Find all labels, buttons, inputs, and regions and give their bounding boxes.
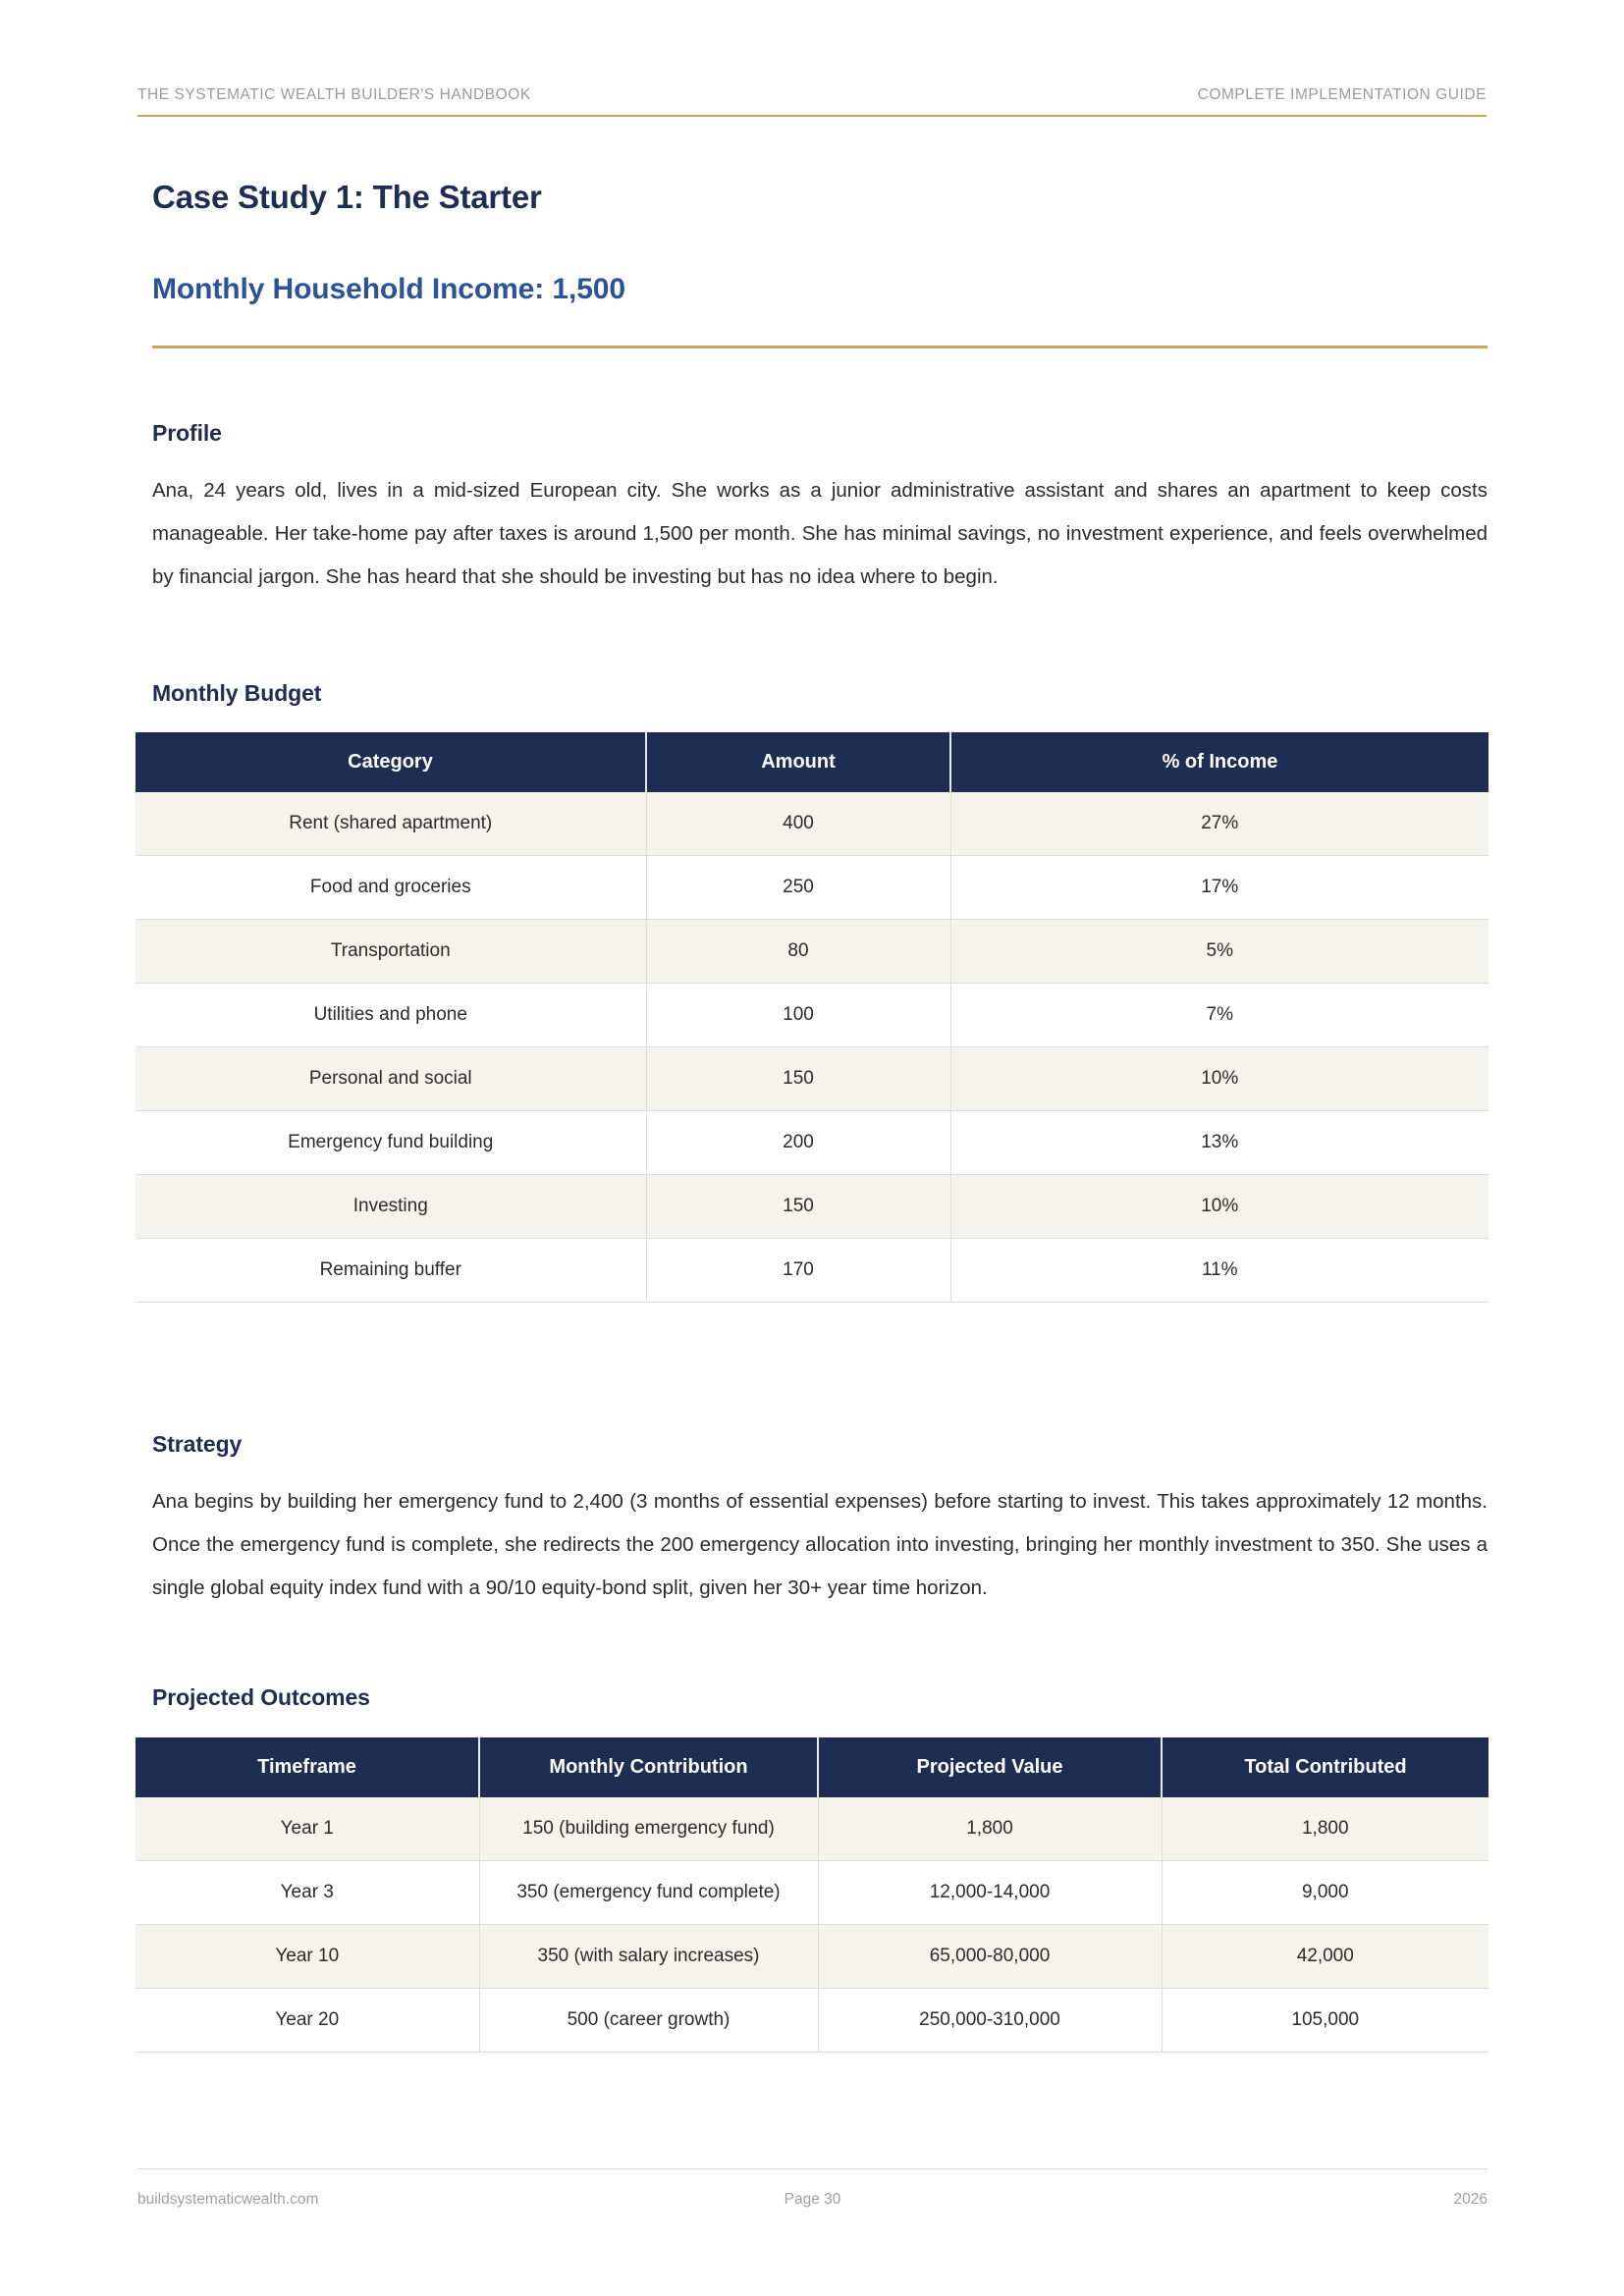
- cell-percent: 11%: [950, 1239, 1489, 1303]
- cell-monthly-contribution: 350 (emergency fund complete): [479, 1861, 818, 1925]
- cell-projected-value: 65,000-80,000: [818, 1925, 1162, 1989]
- cell-category: Food and groceries: [135, 856, 646, 920]
- page-subtitle: Monthly Household Income: 1,500: [152, 273, 625, 305]
- section-heading-monthly-budget: Monthly Budget: [152, 680, 322, 706]
- cell-category: Transportation: [135, 920, 646, 984]
- cell-percent: 27%: [950, 792, 1489, 856]
- profile-paragraph: Ana, 24 years old, lives in a mid-sized European city. She works as a junior administrative assistant and shares an apartment to keep costs manageable. Her take-home pay after taxes is around 1,500 per month. She has minimal savings, no investment experience, and feels overwhelmed by financial jargon. She has heard that she should be investing but has no idea where to begin.: [152, 479, 1488, 588]
- cell-monthly-contribution: 500 (career growth): [479, 1989, 818, 2053]
- column-header-percent-income: % of Income: [950, 732, 1489, 792]
- cell-percent: 5%: [950, 920, 1489, 984]
- cell-percent: 17%: [950, 856, 1489, 920]
- column-header-amount: Amount: [646, 732, 950, 792]
- outcomes-table-body: [135, 1797, 1489, 2053]
- table-row: [135, 1925, 1489, 1989]
- footer-website: buildsystematicwealth.com: [137, 2191, 319, 2208]
- cell-category: Investing: [135, 1175, 646, 1239]
- table-row: [135, 792, 1489, 856]
- table-header-row: [135, 1737, 1489, 1797]
- cell-category: Rent (shared apartment): [135, 792, 646, 856]
- outcomes-table-head: [135, 1737, 1489, 1797]
- cell-percent: 10%: [950, 1175, 1489, 1239]
- cell-timeframe: Year 20: [135, 1989, 479, 2053]
- footer-year: 2026: [1453, 2191, 1488, 2208]
- running-footer: [137, 2191, 1488, 2209]
- cell-category: Utilities and phone: [135, 984, 646, 1047]
- header-guide-label: COMPLETE IMPLEMENTATION GUIDE: [1197, 86, 1487, 103]
- cell-timeframe: Year 1: [135, 1797, 479, 1861]
- table-row: [135, 920, 1489, 984]
- cell-amount: 170: [646, 1239, 950, 1303]
- table-row: [135, 856, 1489, 920]
- header-book-title: THE SYSTEMATIC WEALTH BUILDER'S HANDBOOK: [137, 86, 531, 103]
- cell-percent: 10%: [950, 1047, 1489, 1111]
- column-header-total-contributed: Total Contributed: [1162, 1737, 1489, 1797]
- cell-amount: 150: [646, 1175, 950, 1239]
- section-heading-profile: Profile: [152, 420, 222, 446]
- cell-amount: 400: [646, 792, 950, 856]
- cell-total-contributed: 42,000: [1162, 1925, 1489, 1989]
- cell-projected-value: 12,000-14,000: [818, 1861, 1162, 1925]
- section-heading-strategy: Strategy: [152, 1431, 243, 1457]
- running-header: [137, 86, 1487, 117]
- table-row: [135, 1047, 1489, 1111]
- cell-category: Remaining buffer: [135, 1239, 646, 1303]
- table-row: [135, 1175, 1489, 1239]
- cell-projected-value: 250,000-310,000: [818, 1989, 1162, 2053]
- strategy-paragraph: Ana begins by building her emergency fund to 2,400 (3 months of essential expenses) before starting to invest. This takes approximately 12 months. Once the emergency fund is complete, she redirects the 200 emergency allocation into investing, bringing her monthly investment to 350. She uses a single global equity index fund with a 90/10 equity-bond split, given her 30+ year time horizon.: [152, 1490, 1488, 1599]
- cell-percent: 7%: [950, 984, 1489, 1047]
- cell-amount: 80: [646, 920, 950, 984]
- budget-table-body: [135, 792, 1489, 1303]
- table-row: [135, 1797, 1489, 1861]
- cell-projected-value: 1,800: [818, 1797, 1162, 1861]
- cell-total-contributed: 1,800: [1162, 1797, 1489, 1861]
- cell-category: Personal and social: [135, 1047, 646, 1111]
- cell-timeframe: Year 10: [135, 1925, 479, 1989]
- footer-divider: [137, 2168, 1488, 2169]
- table-header-row: [135, 732, 1489, 792]
- footer-page-number: Page 30: [784, 2191, 841, 2208]
- budget-table-head: [135, 732, 1489, 792]
- column-header-category: Category: [135, 732, 646, 792]
- monthly-budget-table: [135, 732, 1489, 1303]
- table-row: [135, 1861, 1489, 1925]
- cell-monthly-contribution: 350 (with salary increases): [479, 1925, 818, 1989]
- gold-divider: [152, 346, 1488, 348]
- cell-amount: 100: [646, 984, 950, 1047]
- column-header-monthly-contribution: Monthly Contribution: [479, 1737, 818, 1797]
- cell-total-contributed: 9,000: [1162, 1861, 1489, 1925]
- projected-outcomes-table: [135, 1737, 1489, 2053]
- table-row: [135, 1239, 1489, 1303]
- cell-monthly-contribution: 150 (building emergency fund): [479, 1797, 818, 1861]
- table-row: [135, 984, 1489, 1047]
- cell-amount: 200: [646, 1111, 950, 1175]
- table-row: [135, 1111, 1489, 1175]
- table-row: [135, 1989, 1489, 2053]
- cell-timeframe: Year 3: [135, 1861, 479, 1925]
- cell-amount: 250: [646, 856, 950, 920]
- cell-total-contributed: 105,000: [1162, 1989, 1489, 2053]
- column-header-timeframe: Timeframe: [135, 1737, 479, 1797]
- section-heading-projected-outcomes: Projected Outcomes: [152, 1684, 370, 1710]
- cell-percent: 13%: [950, 1111, 1489, 1175]
- cell-category: Emergency fund building: [135, 1111, 646, 1175]
- page-title: Case Study 1: The Starter: [152, 179, 542, 215]
- cell-amount: 150: [646, 1047, 950, 1111]
- column-header-projected-value: Projected Value: [818, 1737, 1162, 1797]
